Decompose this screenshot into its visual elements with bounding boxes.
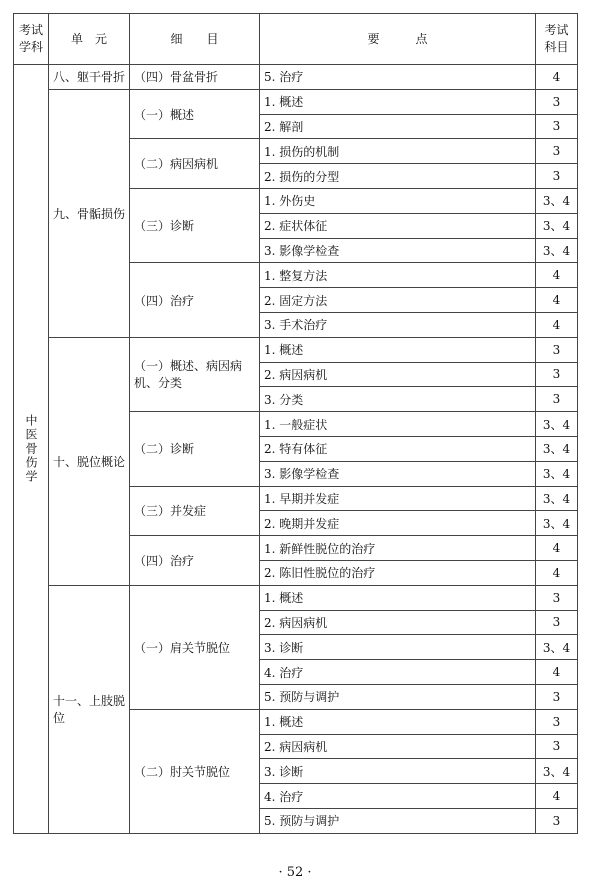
level-cell: 3 bbox=[536, 337, 578, 362]
level-cell: 3 bbox=[536, 139, 578, 164]
table-row bbox=[14, 337, 578, 362]
point-cell: 3. 诊断 bbox=[260, 635, 536, 660]
table-row bbox=[14, 89, 578, 114]
item-cell: （一）概述、病因病机、分类 bbox=[130, 337, 260, 411]
item-cell: （一）肩关节脱位 bbox=[130, 585, 260, 709]
level-cell: 3 bbox=[536, 585, 578, 610]
item-cell: （二）诊断 bbox=[130, 412, 260, 486]
point-cell: 5. 预防与调护 bbox=[260, 808, 536, 833]
unit-cell: 十一、上肢脱位 bbox=[49, 585, 130, 833]
point-cell: 2. 解剖 bbox=[260, 114, 536, 139]
level-cell: 4 bbox=[536, 312, 578, 337]
point-cell: 1. 新鲜性脱位的治疗 bbox=[260, 536, 536, 561]
level-cell: 3 bbox=[536, 610, 578, 635]
point-cell: 3. 诊断 bbox=[260, 759, 536, 784]
point-cell: 4. 治疗 bbox=[260, 784, 536, 809]
header-point: 要 点 bbox=[260, 14, 536, 65]
level-cell: 3 bbox=[536, 164, 578, 189]
point-cell: 1. 一般症状 bbox=[260, 412, 536, 437]
level-cell: 3 bbox=[536, 114, 578, 139]
point-cell: 2. 陈旧性脱位的治疗 bbox=[260, 560, 536, 585]
header-subject: 考试学科 bbox=[14, 14, 49, 65]
level-cell: 4 bbox=[536, 536, 578, 561]
item-cell: （三）诊断 bbox=[130, 188, 260, 262]
level-cell: 4 bbox=[536, 288, 578, 313]
subject-label: 中医骨伤学 bbox=[24, 413, 38, 484]
level-cell: 3 bbox=[536, 89, 578, 114]
table-row bbox=[14, 585, 578, 610]
item-cell: （四）治疗 bbox=[130, 536, 260, 586]
level-cell: 3、4 bbox=[536, 238, 578, 263]
exam-outline-table bbox=[13, 13, 578, 834]
unit-cell: 八、躯干骨折 bbox=[49, 65, 130, 90]
level-cell: 3 bbox=[536, 808, 578, 833]
item-cell: （三）并发症 bbox=[130, 486, 260, 536]
table-header-row bbox=[14, 14, 578, 65]
point-cell: 1. 概述 bbox=[260, 89, 536, 114]
subject-cell bbox=[14, 65, 49, 834]
point-cell: 2. 病因病机 bbox=[260, 610, 536, 635]
unit-cell: 九、骨骺损伤 bbox=[49, 89, 130, 337]
point-cell: 1. 外伤史 bbox=[260, 188, 536, 213]
point-cell: 5. 预防与调护 bbox=[260, 684, 536, 709]
point-cell: 2. 病因病机 bbox=[260, 734, 536, 759]
page-number: · 52 · bbox=[278, 865, 312, 880]
point-cell: 2. 病因病机 bbox=[260, 362, 536, 387]
level-cell: 3、4 bbox=[536, 412, 578, 437]
point-cell: 3. 分类 bbox=[260, 387, 536, 412]
level-cell: 3 bbox=[536, 709, 578, 734]
level-cell: 4 bbox=[536, 263, 578, 288]
point-cell: 1. 损伤的机制 bbox=[260, 139, 536, 164]
unit-cell: 十、脱位概论 bbox=[49, 337, 130, 585]
point-cell: 1. 概述 bbox=[260, 709, 536, 734]
item-cell: （二）病因病机 bbox=[130, 139, 260, 189]
header-level: 考试科目 bbox=[536, 14, 578, 65]
item-cell: （一）概述 bbox=[130, 89, 260, 139]
point-cell: 5. 治疗 bbox=[260, 65, 536, 90]
point-cell: 2. 晚期并发症 bbox=[260, 511, 536, 536]
point-cell: 2. 症状体征 bbox=[260, 213, 536, 238]
level-cell: 4 bbox=[536, 65, 578, 90]
level-cell: 3、4 bbox=[536, 213, 578, 238]
item-cell: （四）骨盆骨折 bbox=[130, 65, 260, 90]
level-cell: 3、4 bbox=[536, 436, 578, 461]
level-cell: 4 bbox=[536, 560, 578, 585]
point-cell: 3. 影像学检查 bbox=[260, 461, 536, 486]
level-cell: 3、4 bbox=[536, 188, 578, 213]
level-cell: 3 bbox=[536, 734, 578, 759]
table-body bbox=[14, 65, 578, 834]
point-cell: 3. 手术治疗 bbox=[260, 312, 536, 337]
table-row bbox=[14, 65, 578, 90]
level-cell: 3、4 bbox=[536, 486, 578, 511]
level-cell: 3 bbox=[536, 684, 578, 709]
point-cell: 1. 早期并发症 bbox=[260, 486, 536, 511]
point-cell: 2. 损伤的分型 bbox=[260, 164, 536, 189]
point-cell: 1. 概述 bbox=[260, 585, 536, 610]
item-cell: （四）治疗 bbox=[130, 263, 260, 337]
level-cell: 3、4 bbox=[536, 635, 578, 660]
item-cell: （二）肘关节脱位 bbox=[130, 709, 260, 833]
point-cell: 2. 特有体征 bbox=[260, 436, 536, 461]
level-cell: 3 bbox=[536, 387, 578, 412]
point-cell: 1. 概述 bbox=[260, 337, 536, 362]
level-cell: 3、4 bbox=[536, 511, 578, 536]
header-unit: 单 元 bbox=[49, 14, 130, 65]
point-cell: 3. 影像学检查 bbox=[260, 238, 536, 263]
level-cell: 4 bbox=[536, 784, 578, 809]
point-cell: 4. 治疗 bbox=[260, 660, 536, 685]
level-cell: 3 bbox=[536, 362, 578, 387]
point-cell: 1. 整复方法 bbox=[260, 263, 536, 288]
level-cell: 3、4 bbox=[536, 759, 578, 784]
point-cell: 2. 固定方法 bbox=[260, 288, 536, 313]
level-cell: 3、4 bbox=[536, 461, 578, 486]
header-item: 细 目 bbox=[130, 14, 260, 65]
level-cell: 4 bbox=[536, 660, 578, 685]
